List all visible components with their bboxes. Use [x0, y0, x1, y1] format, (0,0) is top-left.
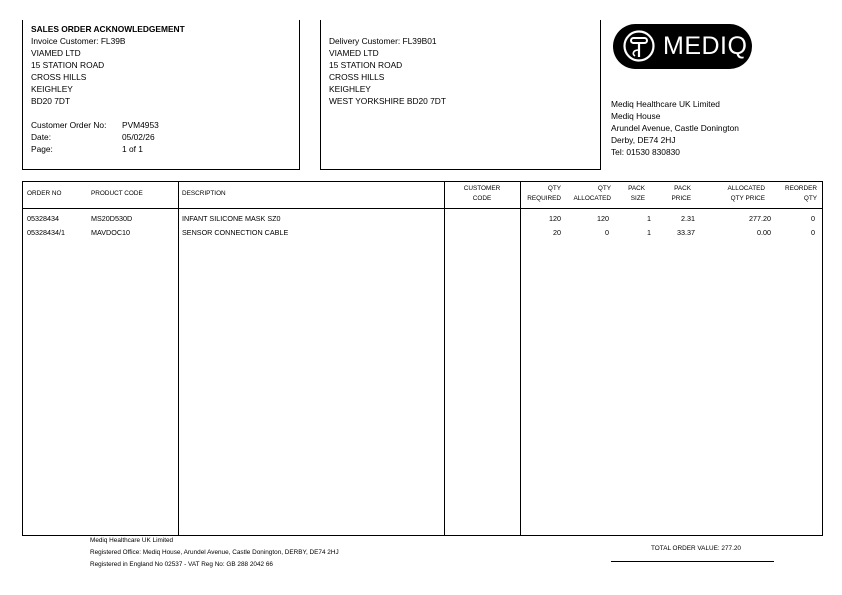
- cell-reorder-qty: 0: [811, 214, 815, 223]
- header-reorder-qty: REORDER: [785, 185, 817, 192]
- header-pack-size: PACK: [628, 185, 645, 192]
- cell-order-no: 05328434: [27, 214, 59, 223]
- header-pack-price: PRICE: [671, 195, 691, 202]
- company-line: Derby, DE74 2HJ: [611, 135, 676, 145]
- invoice-address-line: BD20 7DT: [31, 96, 71, 106]
- mediq-logo: [613, 24, 752, 69]
- cell-allocated-qty-price: 0.00: [757, 228, 771, 237]
- cell-qty-allocated: 0: [605, 228, 609, 237]
- delivery-address-line: 15 STATION ROAD: [329, 60, 403, 70]
- date-value: 05/02/26: [122, 132, 155, 142]
- header-description: DESCRIPTION: [182, 190, 226, 197]
- total-underline: [611, 561, 774, 562]
- invoice-customer-label: Invoice Customer: FL39B: [31, 36, 126, 46]
- invoice-address-line: CROSS HILLS: [31, 72, 87, 82]
- company-line: Tel: 01530 830830: [611, 147, 680, 157]
- header-reorder-qty: QTY: [803, 195, 817, 202]
- delivery-address-line: VIAMED LTD: [329, 48, 379, 58]
- delivery-address-line: WEST YORKSHIRE BD20 7DT: [329, 96, 446, 106]
- cell-pack-size: 1: [647, 228, 651, 237]
- column-divider: [444, 182, 445, 535]
- cell-qty-allocated: 120: [597, 214, 609, 223]
- cell-pack-price: 2.31: [681, 214, 695, 223]
- document-title: SALES ORDER ACKNOWLEDGEMENT: [31, 24, 185, 34]
- mediq-logo-icon: [623, 30, 655, 62]
- cell-pack-price: 33.37: [677, 228, 695, 237]
- header-qty-required: QTY: [547, 185, 561, 192]
- cell-description: INFANT SILICONE MASK SZ0: [182, 214, 281, 223]
- customer-order-label: Customer Order No:: [31, 120, 107, 130]
- header-divider: [23, 208, 822, 209]
- header-customer-code: CUSTOMER: [463, 185, 501, 192]
- cell-description: SENSOR CONNECTION CABLE: [182, 228, 289, 237]
- company-line: Mediq House: [611, 111, 661, 121]
- cell-product-code: MAVDOC10: [91, 228, 131, 237]
- company-line: Arundel Avenue, Castle Donington: [611, 123, 739, 133]
- header-allocated-qty-price: QTY PRICE: [730, 195, 765, 202]
- header-pack-size: SIZE: [630, 195, 645, 202]
- order-table: [22, 181, 823, 536]
- cell-qty-required: 20: [553, 228, 561, 237]
- cell-product-code: MS20D530D: [91, 214, 133, 223]
- cell-allocated-qty-price: 277.20: [749, 214, 771, 223]
- company-line: Mediq Healthcare UK Limited: [611, 99, 720, 109]
- cell-order-no: 05328434/1: [27, 228, 65, 237]
- date-label: Date:: [31, 132, 52, 142]
- footer-line: Registered in England No 02537 - VAT Reg No: GB 288 2042 66: [90, 561, 273, 568]
- column-divider: [178, 182, 179, 535]
- cell-pack-size: 1: [647, 214, 651, 223]
- footer-line: Registered Office: Mediq House, Arundel Avenue, Castle Donington, DERBY, DE74 2HJ: [90, 549, 339, 556]
- header-customer-code: CODE: [472, 195, 492, 202]
- header-qty-required: REQUIRED: [527, 195, 561, 202]
- page-value: 1 of 1: [122, 144, 143, 154]
- header-order-no: ORDER NO: [27, 190, 62, 197]
- delivery-address-line: KEIGHLEY: [329, 84, 371, 94]
- header-qty-allocated: ALLOCATED: [573, 195, 611, 202]
- invoice-address-line: VIAMED LTD: [31, 48, 81, 58]
- cell-reorder-qty: 0: [811, 228, 815, 237]
- delivery-customer-label: Delivery Customer: FL39B01: [329, 36, 437, 46]
- header-product-code: PRODUCT CODE: [91, 190, 143, 197]
- logo-text: MEDIQ: [663, 32, 748, 60]
- cell-qty-required: 120: [549, 214, 561, 223]
- invoice-address-line: KEIGHLEY: [31, 84, 73, 94]
- customer-order-value: PVM4953: [122, 120, 159, 130]
- total-order-value: TOTAL ORDER VALUE: 277.20: [651, 545, 741, 552]
- delivery-address-line: CROSS HILLS: [329, 72, 385, 82]
- header-pack-price: PACK: [674, 185, 691, 192]
- page-label: Page:: [31, 144, 53, 154]
- header-qty-allocated: QTY: [597, 185, 611, 192]
- invoice-address-line: 15 STATION ROAD: [31, 60, 105, 70]
- header-allocated-qty-price: ALLOCATED: [727, 185, 765, 192]
- footer-line: Mediq Healthcare UK Limited: [90, 537, 174, 544]
